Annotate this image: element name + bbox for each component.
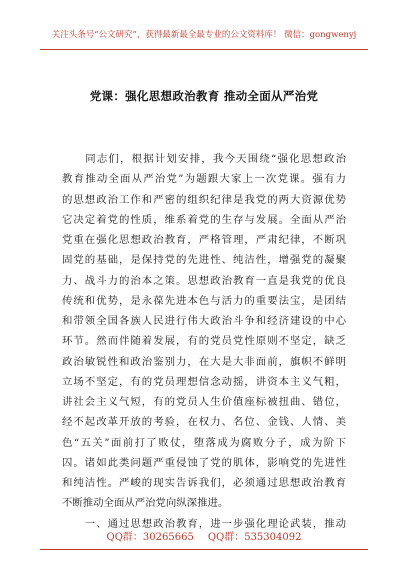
text-line: 不断推动全面从严治党向纵深推进。 <box>62 497 229 510</box>
page-header <box>0 0 408 70</box>
text-line: 它决定着党的性质，维系着党的生存与发展。全面从严治 <box>62 213 346 226</box>
text-line: 色“五关”面前打了败仗，堕落成为腐败分子，成为阶下 <box>62 436 346 449</box>
text-line: 囚。诸如此类问题严重侵蚀了党的肌体，影响党的先进性 <box>62 456 346 469</box>
text-line: 经不起改革开放的考验，在权力、名位、金钱、人情、美 <box>62 416 346 429</box>
paragraph-1 <box>62 149 346 514</box>
header-divider <box>40 49 368 50</box>
text-line: 同志们，根据计划安排，我今天围绕“强化思想政治 <box>62 153 346 165</box>
text-line: 一、通过思想政治教育，进一步强化理论武装，推动 <box>62 517 346 530</box>
text-line: 政治敏锐性和政治鉴别力，在大是大非面前，旗帜不鲜明 <box>62 355 346 368</box>
text-line: 和带领全国各族人民进行伟大政治斗争和经济建设的中心 <box>62 315 346 327</box>
text-line: 固党的基础，是保持党的先进性、纯洁性，增强党的凝聚 <box>62 254 346 267</box>
text-line: 环节。然而伴随着发展，有的党员党性原则不坚定，缺乏 <box>62 335 346 348</box>
qq-group-1: QQ群：30265665 <box>106 532 194 543</box>
footer-divider <box>40 549 368 550</box>
text-line: 和纯洁性。严峻的现实告诉我们，必须通过思想政治教育 <box>62 477 346 489</box>
qq-group-2: QQ群：535304092 <box>207 532 302 543</box>
text-line: 传统和优势，是永葆先进本色与活力的重要法宝，是团结 <box>62 294 346 307</box>
document-body <box>62 149 346 534</box>
document-title: 党课：强化思想政治教育 推动全面从严治党 <box>89 89 319 103</box>
header-banner-text: 关注头条号“公文研究”，获得最新最全最专业的公文资料库！ 微信：gongwenyj <box>51 30 357 40</box>
page-footer <box>0 528 408 543</box>
text-line: 讲社会主义气短，有的党员人生价值座标被扭曲、错位， <box>62 396 346 408</box>
text-line: 立场不坚定，有的党员理想信念动摇，讲资本主义气粗， <box>62 375 346 388</box>
text-line: 教育推动全面从严治党”为题跟大家上一次党课。强有力 <box>62 173 346 186</box>
text-line: 力、战斗力的治本之策。思想政治教育一直是我党的优良 <box>62 274 346 287</box>
text-line: 的思想政治工作和严密的组织纪律是我党的两大资源优势 <box>62 193 346 206</box>
text-line: 党重在强化思想政治教育，严格管理，严肃纪律，不断巩 <box>62 234 346 246</box>
